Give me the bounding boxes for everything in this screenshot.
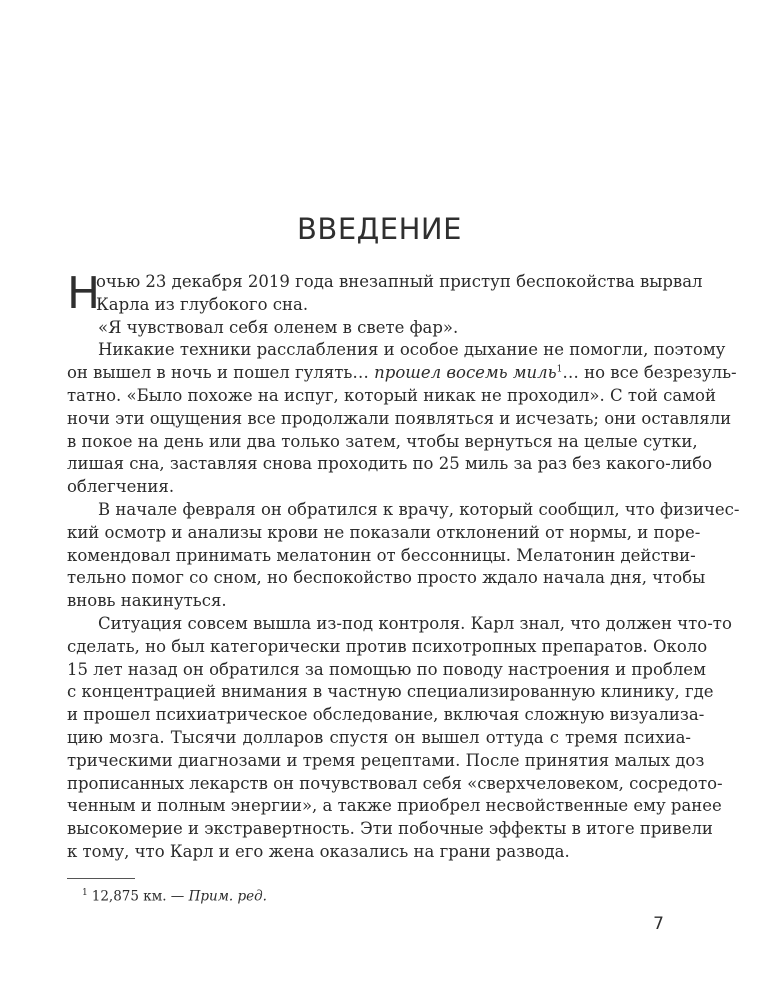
paragraph-4-line-1: В начале февраля он обратился к врачу, который сообщил, что физичес- xyxy=(98,499,740,519)
paragraph-3-line-7: облегчения. xyxy=(67,477,175,497)
paragraph-5-line-6: цию мозга. Тысячи долларов спустя он вышел оттуда с тремя психиа- xyxy=(67,727,691,747)
paragraph-5-line-5: и прошел психиатрическое обследование, включая сложную визуализа- xyxy=(67,705,705,725)
paragraph-1-line-2: Карла из глубокого сна. xyxy=(96,294,309,314)
footnote-reference[interactable]: 1 xyxy=(556,364,563,375)
paragraph-4-line-5: вновь накинуться. xyxy=(67,591,227,611)
footnote xyxy=(82,884,267,906)
paragraph-5-line-3: 15 лет назад он обратился за помощью по поводу настроения и проблем xyxy=(67,659,706,679)
paragraph-5-line-10: высокомерие и экстравертность. Эти побочные эффекты в итоге привели xyxy=(67,819,713,839)
paragraph-5-line-8: прописанных лекарств он почувствовал себя «сверхчеловеком, сосредото- xyxy=(67,773,723,793)
body-text xyxy=(67,268,740,864)
paragraph-3-line-2 xyxy=(67,362,737,385)
page-number: 7 xyxy=(653,914,664,934)
paragraph-5-line-11: к тому, что Карл и его жена оказались на грани развода. xyxy=(67,841,570,861)
paragraph-1-line-1: очью 23 декабря 2019 года внезапный приступ беспокойства вырвал xyxy=(96,272,703,291)
paragraph-3-line-1: Никакие техники расслабления и особое дыхание не помогли, поэтому xyxy=(98,340,726,360)
paragraph-4-line-2: кий осмотр и анализы крови не показали отклонений от нормы, и поре- xyxy=(67,522,701,542)
paragraph-3-line-3: татно. «Было похоже на испуг, который никак не проходил». С той самой xyxy=(67,385,716,405)
paragraph-3-line-2-end: … но все безрезуль- xyxy=(562,363,737,383)
drop-cap: Н xyxy=(67,268,101,319)
footnote-text: 12,875 км. — xyxy=(91,888,189,905)
paragraph-3-line-6: лишая сна, заставляя снова проходить по 25 миль за раз без какого-либо xyxy=(67,454,713,474)
paragraph-2: «Я чувствовал себя оленем в свете фар». xyxy=(98,317,459,337)
paragraph-4-line-3: комендовал принимать мелатонин от бессонницы. Мелатонин действи- xyxy=(67,545,696,565)
paragraph-3-italic-phrase: прошел восемь миль xyxy=(374,363,557,383)
footnote-marker: 1 xyxy=(82,888,88,898)
footnote-divider xyxy=(67,878,135,879)
paragraph-5-line-9: ченным и полным энергии», а также приобрел несвойственные ему ранее xyxy=(67,796,722,816)
paragraph-3-line-5: в покое на день или два только затем, чтобы вернуться на целые сутки, xyxy=(67,431,698,451)
paragraph-5-line-1: Ситуация совсем вышла из-под контроля. Карл знал, что должен что-то xyxy=(98,613,732,633)
chapter-title: ВВЕДЕНИЕ xyxy=(297,212,462,246)
paragraph-5-line-2: сделать, но был категорически против психотропных препаратов. Около xyxy=(67,636,708,656)
paragraph-5-line-7: трическими диагнозами и тремя рецептами. После принятия малых доз xyxy=(67,750,705,770)
paragraph-5-line-4: с концентрацией внимания в частную специализированную клинику, где xyxy=(67,682,714,702)
paragraph-3-line-4: ночи эти ощущения все продолжали появляться и исчезать; они оставляли xyxy=(67,408,732,428)
footnote-editor-note: Прим. ред. xyxy=(188,888,267,905)
paragraph-4-line-4: тельно помог со сном, но беспокойство просто ждало начала дня, чтобы xyxy=(67,568,706,588)
paragraph-3-line-2-start: он вышел в ночь и пошел гулять… xyxy=(67,363,375,383)
